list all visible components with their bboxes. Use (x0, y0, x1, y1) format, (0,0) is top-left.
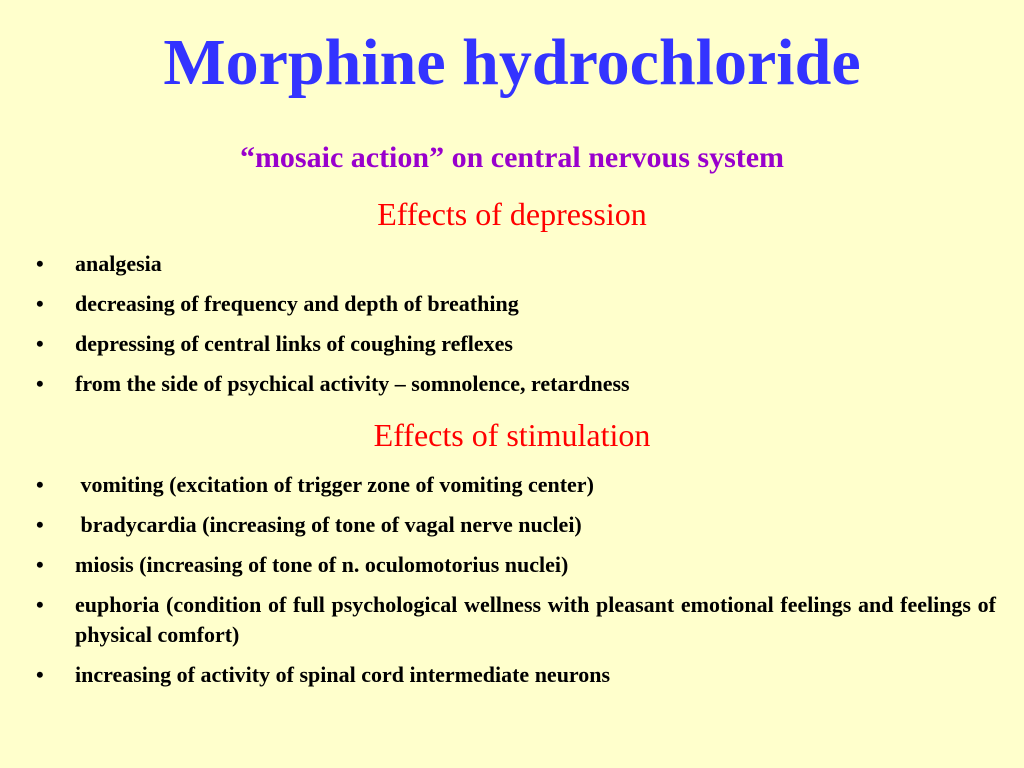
list-item-text: euphoria (condition of full psychological wellness with pleasant emotional feelings and feelings of physical comfort) (75, 592, 996, 647)
depression-effects-list (0, 249, 1024, 409)
list-item-text: analgesia (75, 251, 162, 276)
list-item-text: bradycardia (increasing of tone of vagal nerve nuclei) (75, 512, 582, 537)
heading-depression: Effects of depression (377, 196, 647, 232)
list-item-text: decreasing of frequency and depth of breathing (75, 291, 519, 316)
list-item-text: increasing of activity of spinal cord intermediate neurons (75, 662, 611, 687)
list-item (0, 289, 1024, 319)
list-item (0, 550, 1024, 580)
list-item-text: miosis (increasing of tone of n. oculomotorius nuclei) (75, 552, 569, 577)
slide-subtitle: “mosaic action” on central nervous system (239, 141, 785, 174)
bullet-icon: • (36, 331, 44, 356)
stimulation-effects-list (0, 470, 1024, 700)
bullet-icon: • (36, 291, 44, 316)
bullet-icon: • (36, 512, 44, 537)
bullet-icon: • (36, 251, 44, 276)
list-item-text: from the side of psychical activity – somnolence, retardness (75, 371, 630, 396)
list-item (0, 249, 1024, 279)
bullet-icon: • (36, 662, 44, 687)
list-item (0, 369, 1024, 399)
slide-title: Morphine hydrochloride (163, 26, 861, 99)
bullet-icon: • (36, 592, 44, 617)
list-item-text: depressing of central links of coughing reflexes (75, 331, 513, 356)
heading-stimulation: Effects of stimulation (373, 417, 651, 453)
bullet-icon: • (36, 552, 44, 577)
list-item (0, 590, 1024, 650)
list-item (0, 329, 1024, 359)
list-item (0, 470, 1024, 500)
list-item (0, 510, 1024, 540)
list-item (0, 660, 1024, 690)
list-item-text: vomiting (excitation of trigger zone of vomiting center) (75, 472, 594, 497)
bullet-icon: • (36, 371, 44, 396)
bullet-icon: • (36, 472, 44, 497)
